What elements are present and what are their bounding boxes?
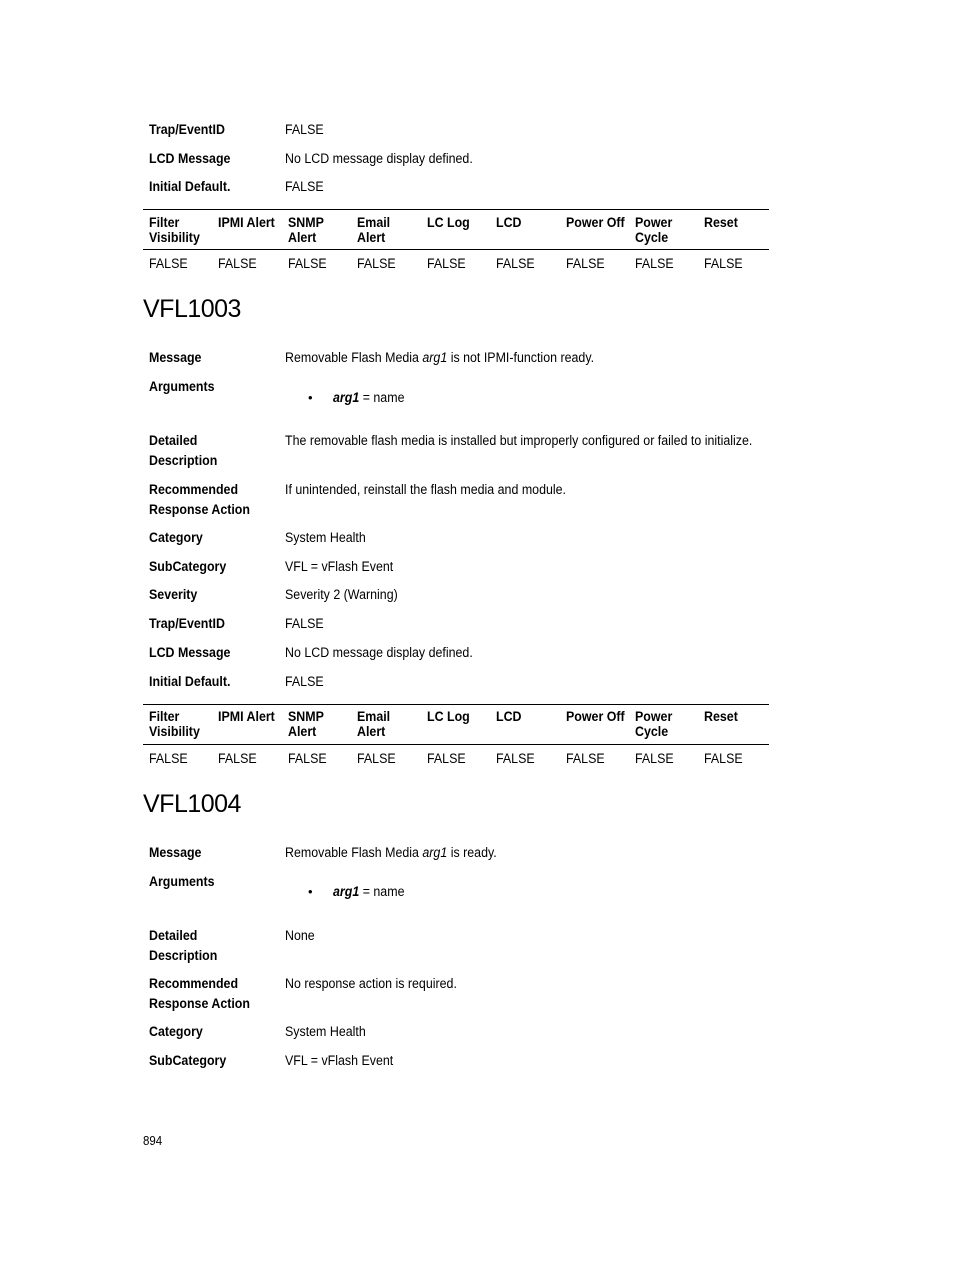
table-header-cell: Reset bbox=[704, 709, 738, 724]
argument-item: arg1 = name bbox=[333, 390, 405, 405]
table-top-rule bbox=[143, 209, 769, 210]
table-cell: FALSE bbox=[357, 751, 396, 766]
message-value: Removable Flash Media arg1 is not IPMI-function ready. bbox=[285, 350, 595, 365]
subcategory-value: VFL = vFlash Event bbox=[285, 559, 394, 574]
table-cell: FALSE bbox=[149, 256, 188, 271]
table-cell: FALSE bbox=[357, 256, 396, 271]
category-label: Category bbox=[149, 1024, 203, 1039]
lcd-message-value: No LCD message display defined. bbox=[285, 645, 473, 660]
arguments-label: Arguments bbox=[149, 874, 215, 889]
recommended-action-label: Recommended Response Action bbox=[149, 482, 250, 517]
table-header-cell: LC Log bbox=[427, 709, 470, 724]
subcategory-value: VFL = vFlash Event bbox=[285, 1053, 394, 1068]
table-cell: FALSE bbox=[704, 751, 743, 766]
lcd-message-label: LCD Message bbox=[149, 151, 231, 166]
table-cell: FALSE bbox=[566, 751, 605, 766]
argument-item: arg1 = name bbox=[333, 884, 405, 899]
table-cell: FALSE bbox=[149, 751, 188, 766]
message-label: Message bbox=[149, 350, 202, 365]
initial-default-value: FALSE bbox=[285, 179, 324, 194]
table-cell: FALSE bbox=[635, 256, 674, 271]
table-cell: FALSE bbox=[427, 256, 466, 271]
bullet-icon: • bbox=[308, 884, 313, 899]
lcd-message-label: LCD Message bbox=[149, 645, 231, 660]
message-label: Message bbox=[149, 845, 202, 860]
table-header-cell: Filter Visibility bbox=[149, 709, 200, 739]
table-cell: FALSE bbox=[496, 751, 535, 766]
table-header-cell: LCD bbox=[496, 215, 522, 230]
table-header-cell: Email Alert bbox=[357, 709, 391, 739]
category-label: Category bbox=[149, 530, 203, 545]
recommended-action-value: If unintended, reinstall the flash media and module. bbox=[285, 482, 567, 497]
recommended-action-value: No response action is required. bbox=[285, 976, 457, 991]
table-cell: FALSE bbox=[218, 256, 257, 271]
table-header-cell: Power Cycle bbox=[635, 709, 673, 739]
table-cell: FALSE bbox=[427, 751, 466, 766]
table-header-rule bbox=[143, 249, 769, 250]
table-cell: FALSE bbox=[496, 256, 535, 271]
initial-default-value: FALSE bbox=[285, 674, 324, 689]
table-header-cell: Email Alert bbox=[357, 215, 391, 245]
table-header-cell: Power Cycle bbox=[635, 215, 673, 245]
table-header-cell: LCD bbox=[496, 709, 522, 724]
table-cell: FALSE bbox=[218, 751, 257, 766]
trap-eventid-value: FALSE bbox=[285, 122, 324, 137]
page-number: 894 bbox=[143, 1134, 163, 1148]
table-header-cell: Reset bbox=[704, 215, 738, 230]
table-header-cell: Power Off bbox=[566, 709, 625, 724]
table-cell: FALSE bbox=[288, 256, 327, 271]
table-header-cell: LC Log bbox=[427, 215, 470, 230]
table-header-cell: SNMP Alert bbox=[288, 215, 324, 245]
table-header-cell: Filter Visibility bbox=[149, 215, 200, 245]
recommended-action-label: Recommended Response Action bbox=[149, 976, 250, 1011]
message-value: Removable Flash Media arg1 is ready. bbox=[285, 845, 497, 860]
subcategory-label: SubCategory bbox=[149, 559, 227, 574]
initial-default-label: Initial Default. bbox=[149, 179, 231, 194]
trap-eventid-label: Trap/EventID bbox=[149, 122, 225, 137]
table-header-cell: IPMI Alert bbox=[218, 215, 275, 230]
table-header-rule bbox=[143, 744, 769, 745]
trap-eventid-label: Trap/EventID bbox=[149, 616, 225, 631]
detailed-description-label: Detailed Description bbox=[149, 433, 218, 468]
severity-value: Severity 2 (Warning) bbox=[285, 587, 398, 602]
trap-eventid-value: FALSE bbox=[285, 616, 324, 631]
bullet-icon: • bbox=[308, 390, 313, 405]
category-value: System Health bbox=[285, 1024, 366, 1039]
severity-label: Severity bbox=[149, 587, 198, 602]
section-heading: VFL1003 bbox=[143, 295, 241, 323]
table-cell: FALSE bbox=[704, 256, 743, 271]
arguments-label: Arguments bbox=[149, 379, 215, 394]
subcategory-label: SubCategory bbox=[149, 1053, 227, 1068]
lcd-message-value: No LCD message display defined. bbox=[285, 151, 473, 166]
detailed-description-value: None bbox=[285, 928, 315, 943]
table-header-cell: Power Off bbox=[566, 215, 625, 230]
section-heading: VFL1004 bbox=[143, 790, 241, 818]
detailed-description-value: The removable flash media is installed but improperly configured or failed to initialize. bbox=[285, 433, 753, 448]
table-cell: FALSE bbox=[635, 751, 674, 766]
table-top-rule bbox=[143, 704, 769, 705]
table-cell: FALSE bbox=[566, 256, 605, 271]
category-value: System Health bbox=[285, 530, 366, 545]
table-cell: FALSE bbox=[288, 751, 327, 766]
detailed-description-label: Detailed Description bbox=[149, 928, 218, 963]
table-header-cell: IPMI Alert bbox=[218, 709, 275, 724]
initial-default-label: Initial Default. bbox=[149, 674, 231, 689]
table-header-cell: SNMP Alert bbox=[288, 709, 324, 739]
